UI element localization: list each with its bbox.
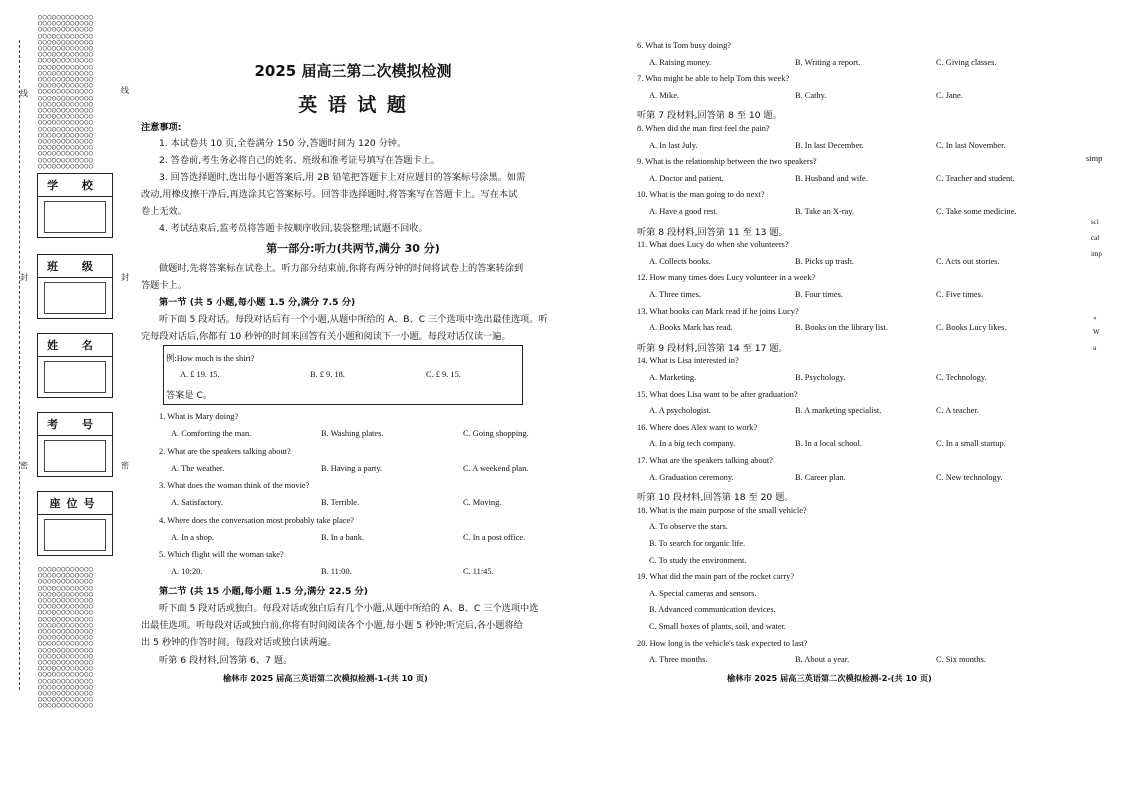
seat-label: 座位号: [38, 492, 112, 515]
option-a[interactable]: A. 10:20.: [171, 567, 203, 576]
option-vertical[interactable]: C. Small boxes of plants, soil, and water.: [649, 622, 787, 631]
option-b[interactable]: B. Husband and wife.: [795, 173, 868, 183]
section2-title: 第二节 (共 15 小题,每小题 1.5 分,满分 22.5 分): [159, 586, 368, 597]
bubble-row: ○○○○○○○○○○○○: [38, 75, 94, 84]
bubble-row: ○○○○○○○○○○○○: [38, 130, 94, 139]
lead-line: 听第 10 段材料,回答第 18 至 20 题。: [637, 492, 794, 504]
bubble-row: ○○○○○○○○○○○○: [38, 155, 94, 164]
option-a[interactable]: A. Mike.: [649, 90, 680, 100]
option-b[interactable]: B. Books on the library list.: [795, 323, 888, 333]
option-c[interactable]: C. Acts out stories.: [936, 256, 1000, 266]
bubble-row: ○○○○○○○○○○○○: [38, 50, 94, 59]
name-field[interactable]: [44, 361, 106, 393]
option-c[interactable]: C. Giving classes.: [936, 57, 997, 67]
bubble-row: ○○○○○○○○○○○○: [38, 651, 94, 660]
option-a[interactable]: A. Comforting the man.: [171, 429, 252, 438]
bubble-row: ○○○○○○○○○○○○: [38, 589, 94, 598]
option-b[interactable]: B. 11:00.: [321, 567, 352, 576]
name-label: 姓 名: [38, 334, 112, 357]
question: 19. What did the main part of the rocket carry?: [637, 572, 795, 582]
part1-intro-line: 做题时,先将答案标在试卷上。听力部分结束前,你将有两分钟的时间将试卷上的答案转涂到: [159, 263, 524, 274]
school-box: [37, 173, 113, 238]
edge-fragment: imp: [1091, 250, 1102, 258]
option-c[interactable]: C. A weekend plan.: [463, 463, 529, 473]
question-5: 5. Which flight will the woman take?: [159, 550, 284, 559]
question: 6. What is Tom busy doing?: [637, 41, 732, 50]
bubble-row: ○○○○○○○○○○○○: [38, 13, 94, 21]
bubble-row: ○○○○○○○○○○○○: [38, 608, 94, 617]
option-c[interactable]: C. In a small startup.: [936, 439, 1006, 449]
bubble-row: ○○○○○○○○○○○○: [38, 658, 94, 667]
bubble-row: ○○○○○○○○○○○○: [38, 124, 94, 133]
edge-fragment: a: [1093, 344, 1097, 352]
option-a[interactable]: A. Three months.: [649, 655, 708, 665]
exam-number-box: [37, 412, 113, 477]
option-b[interactable]: B. Psychology.: [795, 373, 846, 382]
exam-number-field[interactable]: [44, 440, 106, 472]
side-char-1: 线: [20, 89, 28, 98]
bubble-row: ○○○○○○○○○○○○: [38, 56, 94, 65]
option-c[interactable]: C. In last November.: [936, 140, 1006, 150]
option-b[interactable]: B. Writing a report.: [795, 57, 861, 67]
option-b[interactable]: B. Take an X-ray.: [795, 207, 854, 216]
edge-fragment: «: [1093, 314, 1097, 322]
notice-line: 1. 本试卷共 10 页,全卷满分 150 分,答题时间为 120 分钟。: [159, 138, 407, 149]
cut-line: [19, 40, 20, 690]
bubble-row: ○○○○○○○○○○○○: [38, 93, 94, 102]
option-a[interactable]: A. In last July.: [649, 140, 698, 150]
question: 15. What does Lisa want to be after graduation?: [637, 389, 798, 399]
option-a[interactable]: A. Satisfactory.: [171, 498, 223, 507]
bubble-row: ○○○○○○○○○○○○: [38, 571, 94, 580]
bubble-row: ○○○○○○○○○○○○: [38, 701, 94, 710]
option-a[interactable]: A. Books Mark has read.: [649, 323, 733, 333]
bubble-row: ○○○○○○○○○○○○: [38, 112, 94, 121]
side-char-4: 封: [121, 273, 129, 282]
bubble-row: ○○○○○○○○○○○○: [38, 31, 94, 40]
page-2-footer: 榆林市 2025 届高三英语第二次模拟检测-2-(共 10 页): [727, 673, 932, 683]
bubble-row: ○○○○○○○○○○○○: [38, 81, 94, 90]
option-a[interactable]: A. The weather.: [171, 463, 225, 473]
edge-fragment: W: [1093, 328, 1100, 336]
class-field[interactable]: [44, 282, 106, 314]
notice-line: 改动,用橡皮擦干净后,再选涂其它答案标号。回答非选择题时,将答案写在答题卡上。写在本试: [141, 189, 518, 200]
bubble-row: ○○○○○○○○○○○○: [38, 62, 94, 71]
question: 12. How many times does Lucy volunteer in a week?: [637, 273, 816, 283]
option-a[interactable]: A. Three times.: [649, 290, 701, 299]
bubble-row: ○○○○○○○○○○○○: [38, 68, 94, 77]
section1-intro-line: 完每段对话后,你都有 10 秒钟的时间来回答有关小题和阅读下一小题。每段对话仅读一遍。: [141, 331, 511, 342]
option-vertical[interactable]: B. Advanced communication devices.: [649, 605, 776, 615]
question-4: 4. Where does the conversation most probably take place?: [159, 515, 354, 525]
question: 16. Where does Alex want to work?: [637, 422, 758, 432]
option-c[interactable]: C. Jane.: [936, 90, 963, 100]
section1-title: 第一节 (共 5 小题,每小题 1.5 分,满分 7.5 分): [159, 297, 356, 308]
option-b[interactable]: B. In last December.: [795, 140, 864, 150]
lead-line: 听第 7 段材料,回答第 8 至 10 题。: [637, 110, 782, 122]
option-c[interactable]: C. Going shopping.: [463, 429, 529, 438]
bubble-row: ○○○○○○○○○○○○: [38, 44, 94, 53]
bubble-row: ○○○○○○○○○○○○: [38, 118, 94, 127]
bubble-row: ○○○○○○○○○○○○: [38, 670, 94, 679]
bubble-row: ○○○○○○○○○○○○: [38, 620, 94, 629]
lead-line: 听第 8 段材料,回答第 11 至 13 题。: [637, 226, 788, 238]
example-option-b: B. £ 9. 18.: [310, 370, 345, 379]
bubble-row: ○○○○○○○○○○○○: [38, 99, 94, 108]
option-a[interactable]: A. Have a good rest.: [649, 207, 718, 216]
seat-box: [37, 491, 113, 556]
example-box: [163, 345, 523, 405]
bubble-row: ○○○○○○○○○○○○: [38, 695, 94, 704]
school-field[interactable]: [44, 201, 106, 233]
bubble-row: ○○○○○○○○○○○○: [38, 639, 94, 648]
bubble-row: ○○○○○○○○○○○○: [38, 577, 94, 586]
question: 17. What are the speakers talking about?: [637, 456, 773, 465]
option-vertical[interactable]: B. To search for organic life.: [649, 539, 746, 548]
question: 14. What is Lisa interested in?: [637, 356, 739, 366]
part1-intro-line: 答题卡上。: [141, 280, 187, 291]
lead-line: 听第 9 段材料,回答第 14 至 17 题。: [637, 342, 788, 354]
question: 8. When did the man first feel the pain?: [637, 124, 770, 133]
section1-intro-line: 听下面 5 段对话。每段对话后有一个小题,从题中所给的 A、B、C 三个选项中选出最佳选项。听: [159, 314, 548, 325]
option-b[interactable]: B. Picks up trash.: [795, 256, 854, 266]
bubble-row: ○○○○○○○○○○○○: [38, 106, 94, 115]
option-c[interactable]: C. Six months.: [936, 655, 986, 665]
option-c[interactable]: C. Technology.: [936, 373, 987, 382]
page-2: [633, 0, 1073, 794]
option-c[interactable]: C. Books Lucy likes.: [936, 323, 1007, 333]
option-a[interactable]: A. Marketing.: [649, 373, 697, 382]
side-char-6: 密: [121, 461, 129, 470]
page-1-footer: 榆林市 2025 届高三英语第二次模拟检测-1-(共 10 页): [223, 673, 428, 683]
question: 13. What books can Mark read if he joins Lucy?: [637, 306, 799, 316]
option-vertical[interactable]: A. To observe the stars.: [649, 522, 728, 532]
option-vertical[interactable]: C. To study the environment.: [649, 555, 747, 565]
exam-title: 2025 届高三第二次模拟检测: [254, 62, 452, 80]
option-c[interactable]: C. Take some medicine.: [936, 207, 1017, 216]
bubble-row: ○○○○○○○○○○○○: [38, 689, 94, 698]
bubble-row: ○○○○○○○○○○○○: [38, 19, 94, 28]
question: 18. What is the main purpose of the small vehicle?: [637, 505, 807, 515]
question: 11. What does Lucy do when she volunteers?: [637, 240, 789, 250]
bubble-row: ○○○○○○○○○○○○: [38, 614, 94, 623]
example-option-a: A. £ 19. 15.: [180, 370, 220, 379]
notice-line: 4. 考试结束后,监考员将答题卡按顺序收回,装袋整理;试题不回收。: [159, 223, 428, 234]
notice-line: 卷上无效。: [141, 206, 187, 217]
option-c[interactable]: C. In a post office.: [463, 532, 526, 542]
bubble-row: ○○○○○○○○○○○○: [38, 633, 94, 642]
option-b[interactable]: B. Four times.: [795, 290, 843, 299]
question: 10. What is the man going to do next?: [637, 190, 765, 200]
bubble-grid-bottom: [38, 566, 110, 709]
option-vertical[interactable]: A. Special cameras and sensors.: [649, 588, 757, 598]
question-3: 3. What does the woman think of the movie?: [159, 481, 310, 490]
bubble-row: ○○○○○○○○○○○○: [38, 627, 94, 636]
example-question: 例:How much is the shirt?: [166, 354, 255, 363]
option-c[interactable]: C. Five times.: [936, 290, 983, 299]
side-char-5: 密: [20, 461, 28, 470]
option-b[interactable]: B. In a local school.: [795, 439, 862, 449]
notice-title: 注意事项:: [141, 122, 182, 133]
section2-intro-line: 出最佳选项。听每段对话或独白前,你将有时间阅读各个小题,每小题 5 秒钟;听完后,各小题将给: [141, 620, 523, 631]
option-b[interactable]: B. Cathy.: [795, 90, 827, 100]
question: 20. How long is the vehicle's task expected to last?: [637, 638, 808, 648]
option-c[interactable]: C. New technology.: [936, 472, 1003, 482]
binding-strip: [0, 0, 140, 794]
exam-number-label: 考 号: [38, 413, 112, 436]
option-c[interactable]: C. A teacher.: [936, 406, 979, 416]
class-box: [37, 254, 113, 319]
seat-field[interactable]: [44, 519, 106, 551]
example-answer: 答案是 C。: [166, 390, 213, 401]
option-b[interactable]: B. Career plan.: [795, 472, 846, 482]
edge-fragment: cal: [1091, 234, 1100, 242]
option-a[interactable]: A. In a big tech company.: [649, 439, 736, 449]
part1-title: 第一部分:听力(共两节,满分 30 分): [266, 242, 440, 255]
bubble-row: ○○○○○○○○○○○○: [38, 583, 94, 592]
bubble-row: ○○○○○○○○○○○○: [38, 676, 94, 685]
bubble-row: ○○○○○○○○○○○○: [38, 596, 94, 605]
notice-line: 2. 答卷前,考生务必将自己的姓名、班级和准考证号填写在答题卡上。: [159, 155, 441, 166]
option-a[interactable]: A. A psychologist.: [649, 406, 711, 416]
option-a[interactable]: A. Collects books.: [649, 256, 711, 266]
option-a[interactable]: A. In a shop.: [171, 532, 215, 542]
option-a[interactable]: A. Raising money.: [649, 57, 712, 67]
section2-intro-line: 出 5 秒钟的作答时间。每段对话或独白读两遍。: [141, 637, 337, 648]
bubble-row: ○○○○○○○○○○○○: [38, 25, 94, 34]
side-char-3: 封: [20, 273, 28, 282]
option-b[interactable]: B. Terrible.: [321, 498, 360, 507]
school-label: 学 校: [38, 174, 112, 197]
option-c[interactable]: C. Teacher and student.: [936, 173, 1015, 183]
option-b[interactable]: B. Washing plates.: [321, 429, 384, 438]
question-1: 1. What is Mary doing?: [159, 412, 239, 421]
notice-line: 3. 回答选择题时,选出每小题答案后,用 2B 铅笔把答题卡上对应题目的答案标号涂黑。如需: [159, 172, 526, 183]
question: 7. Who might be able to help Tom this week?: [637, 74, 790, 84]
lead-6: 听第 6 段材料,回答第 6、7 题。: [159, 655, 293, 666]
bubble-grid-top: [38, 14, 110, 169]
class-label: 班 级: [38, 255, 112, 278]
page-1: [141, 0, 585, 794]
option-a[interactable]: A. Graduation ceremony.: [649, 472, 734, 482]
option-c[interactable]: C. 11:45.: [463, 567, 494, 576]
question-2: 2. What are the speakers talking about?: [159, 446, 291, 456]
option-b[interactable]: B. About a year.: [795, 655, 850, 665]
section2-intro-line: 听下面 5 段对话或独白。每段对话或独白后有几个小题,从题中所给的 A、B、C 三个选项中选: [159, 603, 539, 614]
bubble-row: ○○○○○○○○○○○○: [38, 37, 94, 46]
bubble-row: ○○○○○○○○○○○○: [38, 137, 94, 146]
edge-fragment: sci: [1091, 218, 1099, 226]
bubble-row: ○○○○○○○○○○○○: [38, 664, 94, 673]
bubble-row: ○○○○○○○○○○○○: [38, 87, 94, 96]
side-char-2: 线: [121, 86, 129, 95]
example-option-c: C. £ 9. 15.: [426, 370, 461, 379]
option-b[interactable]: B. A marketing specialist.: [795, 406, 882, 416]
bubble-row: ○○○○○○○○○○○○: [38, 602, 94, 611]
bubble-row: ○○○○○○○○○○○○: [38, 645, 94, 654]
bubble-row: ○○○○○○○○○○○○: [38, 682, 94, 691]
exam-subtitle: 英 语 试 题: [298, 94, 408, 116]
bubble-row: ○○○○○○○○○○○○: [38, 143, 94, 152]
option-b[interactable]: B. Having a party.: [321, 463, 383, 473]
name-box: [37, 333, 113, 398]
edge-fragment: simp: [1086, 154, 1103, 163]
option-a[interactable]: A. Doctor and patient.: [649, 173, 724, 183]
question: 9. What is the relationship between the two speakers?: [637, 157, 817, 167]
bubble-row: ○○○○○○○○○○○○: [38, 161, 94, 170]
option-b[interactable]: B. In a bank.: [321, 532, 365, 542]
bubble-row: ○○○○○○○○○○○○: [38, 565, 94, 573]
option-c[interactable]: C. Moving.: [463, 498, 502, 507]
bubble-row: ○○○○○○○○○○○○: [38, 149, 94, 158]
